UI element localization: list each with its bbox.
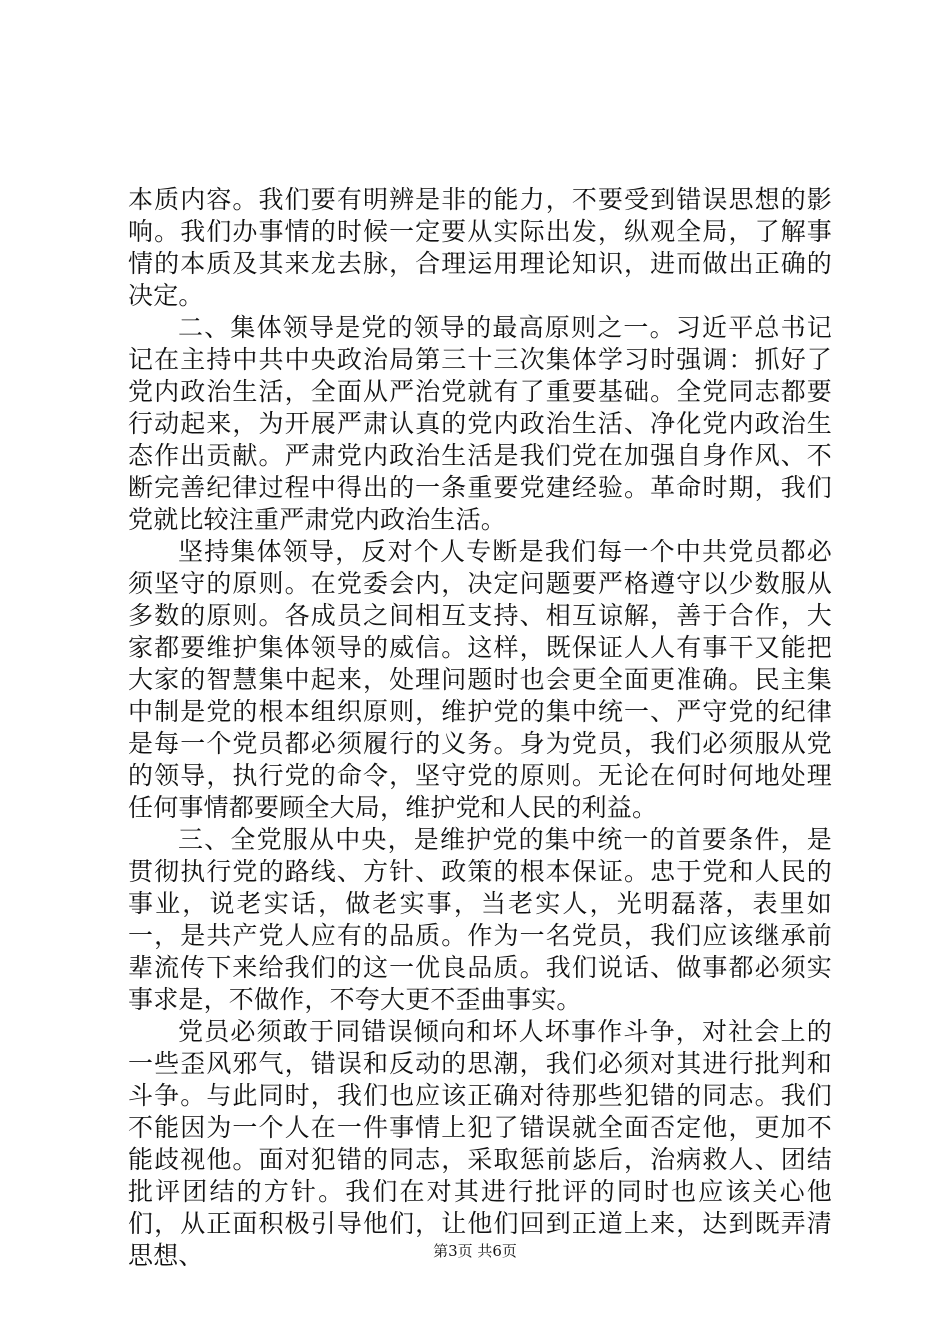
document-body: [128, 184, 832, 1272]
paragraph-section-three: 三、全党服从中央，是维护党的集中统一的首要条件，是贯彻执行党的路线、方针、政策的根本保证。忠于党和人民的事业，说老实话，做老实事，当老实人，光明磊落，表里如一，是共产党人应有的品质。作为一名党员，我们应该继承前辈流传下来给我们的这一优良品质。我们说话、做事都必须实事求是，不做作，不夸大更不歪曲事实。: [128, 825, 832, 1014]
paragraph-struggle: 党员必须敢于同错误倾向和坏人坏事作斗争，对社会上的一些歪风邪气，错误和反动的思潮，我们必须对其进行批判和斗争。与此同时，我们也应该正确对待那些犯错的同志。我们不能因为一个人在一件事情上犯了错误就全面否定他，更加不能歧视他。面对犯错的同志，采取惩前毖后，治病救人、团结批评团结的方针。我们在对其进行批评的同时也应该关心他们，从正面积极引导他们，让他们回到正道上来，达到既弄清思想、: [128, 1017, 832, 1270]
page-number-footer: 第3页 共6页: [433, 1242, 517, 1260]
paragraph-section-two: 二、集体领导是党的领导的最高原则之一。习近平总书记记在主持中共中央政治局第三十三次集体学习时强调：抓好了党内政治生活，全面从严治党就有了重要基础。全党同志都要行动起来，为开展严肃认真的党内政治生活、净化党内政治生态作出贡献。严肃党内政治生活是我们党在加强自身作风、不断完善纪律过程中得出的一条重要党建经验。革命时期，我们党就比较注重严肃党内政治生活。: [128, 313, 832, 534]
paragraph-collective-leadership: 坚持集体领导，反对个人专断是我们每一个中共党员都必须坚守的原则。在党委会内，决定问题要严格遵守以少数服从多数的原则。各成员之间相互支持、相互谅解，善于合作，大家都要维护集体领导的威信。这样，既保证人人有事干又能把大家的智慧集中起来，处理问题时也会更全面更准确。民主集中制是党的根本组织原则，维护党的集中统一、严守党的纪律是每一个党员都必须履行的义务。身为党员，我们必须服从党的领导，执行党的命令，坚守党的原则。无论在何时何地处理任何事情都要顾全大局，维护党和人民的利益。: [128, 537, 832, 822]
paragraph-continuation: 本质内容。我们要有明辨是非的能力，不要受到错误思想的影响。我们办事情的时候一定要从实际出发，纵观全局，了解事情的本质及其来龙去脉，合理运用理论知识，进而做出正确的决定。: [128, 185, 832, 310]
